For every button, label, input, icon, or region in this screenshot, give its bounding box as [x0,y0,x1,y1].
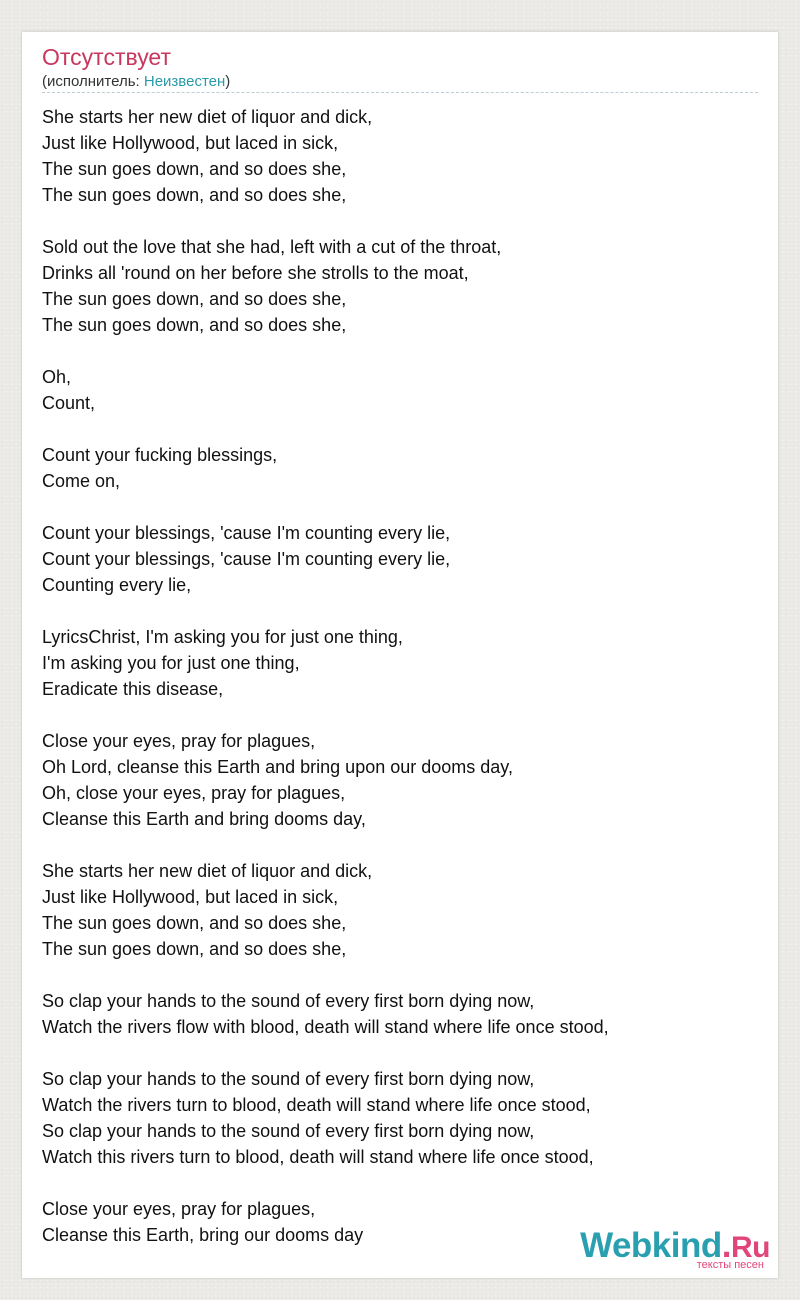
lyric-line: Come on, [42,471,121,491]
lyric-line: Watch the rivers turn to blood, death will stand where life once stood, [42,1095,591,1115]
lyric-line: The sun goes down, and so does she, [42,939,347,959]
lyric-line: The sun goes down, and so does she, [42,289,347,309]
lyric-line: Watch this rivers turn to blood, death will stand where life once stood, [42,1147,594,1167]
lyric-line: Eradicate this disease, [42,679,224,699]
lyric-line: Count your blessings, 'cause I'm counting every lie, [42,523,451,543]
song-title: Отсутствует [42,44,171,70]
stanza-break [42,416,762,442]
stanza-break [42,1040,762,1066]
lyric-line: Close your eyes, pray for plagues, [42,1199,316,1219]
stanza-break [42,208,762,234]
lyric-line: Oh, close your eyes, pray for plagues, [42,783,346,803]
artist-suffix: ) [225,73,231,90]
stanza-break [42,598,762,624]
artist-line [42,73,230,91]
lyric-line: The sun goes down, and so does she, [42,315,347,335]
lyric-line: Sold out the love that she had, left with a cut of the throat, [42,237,502,257]
lyric-line: Drinks all 'round on her before she strolls to the moat, [42,263,469,283]
artist-prefix: (исполнитель: [42,73,144,90]
artist-link[interactable]: Неизвестен [143,73,226,90]
lyrics-card [22,32,778,1278]
stanza-break [42,962,762,988]
logo-word: Webkind [580,1226,722,1265]
lyric-line: I'm asking you for just one thing, [42,653,300,673]
lyric-line: So clap your hands to the sound of every first born dying now, [42,1069,535,1089]
stanza-break [42,702,762,728]
lyric-line: The sun goes down, and so does she, [42,185,347,205]
lyric-line: Watch the rivers flow with blood, death will stand where life once stood, [42,1017,609,1037]
lyric-line: So clap your hands to the sound of every first born dying now, [42,1121,535,1141]
lyric-line: She starts her new diet of liquor and dick, [42,861,373,881]
lyric-line: The sun goes down, and so does she, [42,913,347,933]
site-logo[interactable] [570,1226,770,1276]
lyric-line: She starts her new diet of liquor and dick, [42,107,373,127]
lyric-line: Just like Hollywood, but laced in sick, [42,133,339,153]
lyric-line: The sun goes down, and so does she, [42,159,347,179]
lyric-line: Oh, [42,367,72,387]
lyrics-text [42,104,762,1248]
lyric-line: Count your blessings, 'cause I'm counting every lie, [42,549,451,569]
stanza-break [42,832,762,858]
stanza-break [42,338,762,364]
lyric-line: Cleanse this Earth and bring dooms day, [42,809,366,829]
logo-tagline: тексты песен [696,1259,764,1271]
lyric-line: Oh Lord, cleanse this Earth and bring upon our dooms day, [42,757,513,777]
logo-dot: . [721,1226,731,1265]
lyric-line: Close your eyes, pray for plagues, [42,731,316,751]
lyric-line: Count your fucking blessings, [42,445,278,465]
stanza-break [42,494,762,520]
title-divider [42,92,758,93]
lyric-line: Cleanse this Earth, bring our dooms day [42,1225,364,1245]
lyric-line: So clap your hands to the sound of every first born dying now, [42,991,535,1011]
lyric-line: LyricsChrist, I'm asking you for just one thing, [42,627,403,647]
lyric-line: Count, [42,393,96,413]
stanza-break [42,1170,762,1196]
logo-tld: Ru [731,1231,770,1264]
lyric-line: Counting every lie, [42,575,192,595]
lyric-line: Just like Hollywood, but laced in sick, [42,887,339,907]
